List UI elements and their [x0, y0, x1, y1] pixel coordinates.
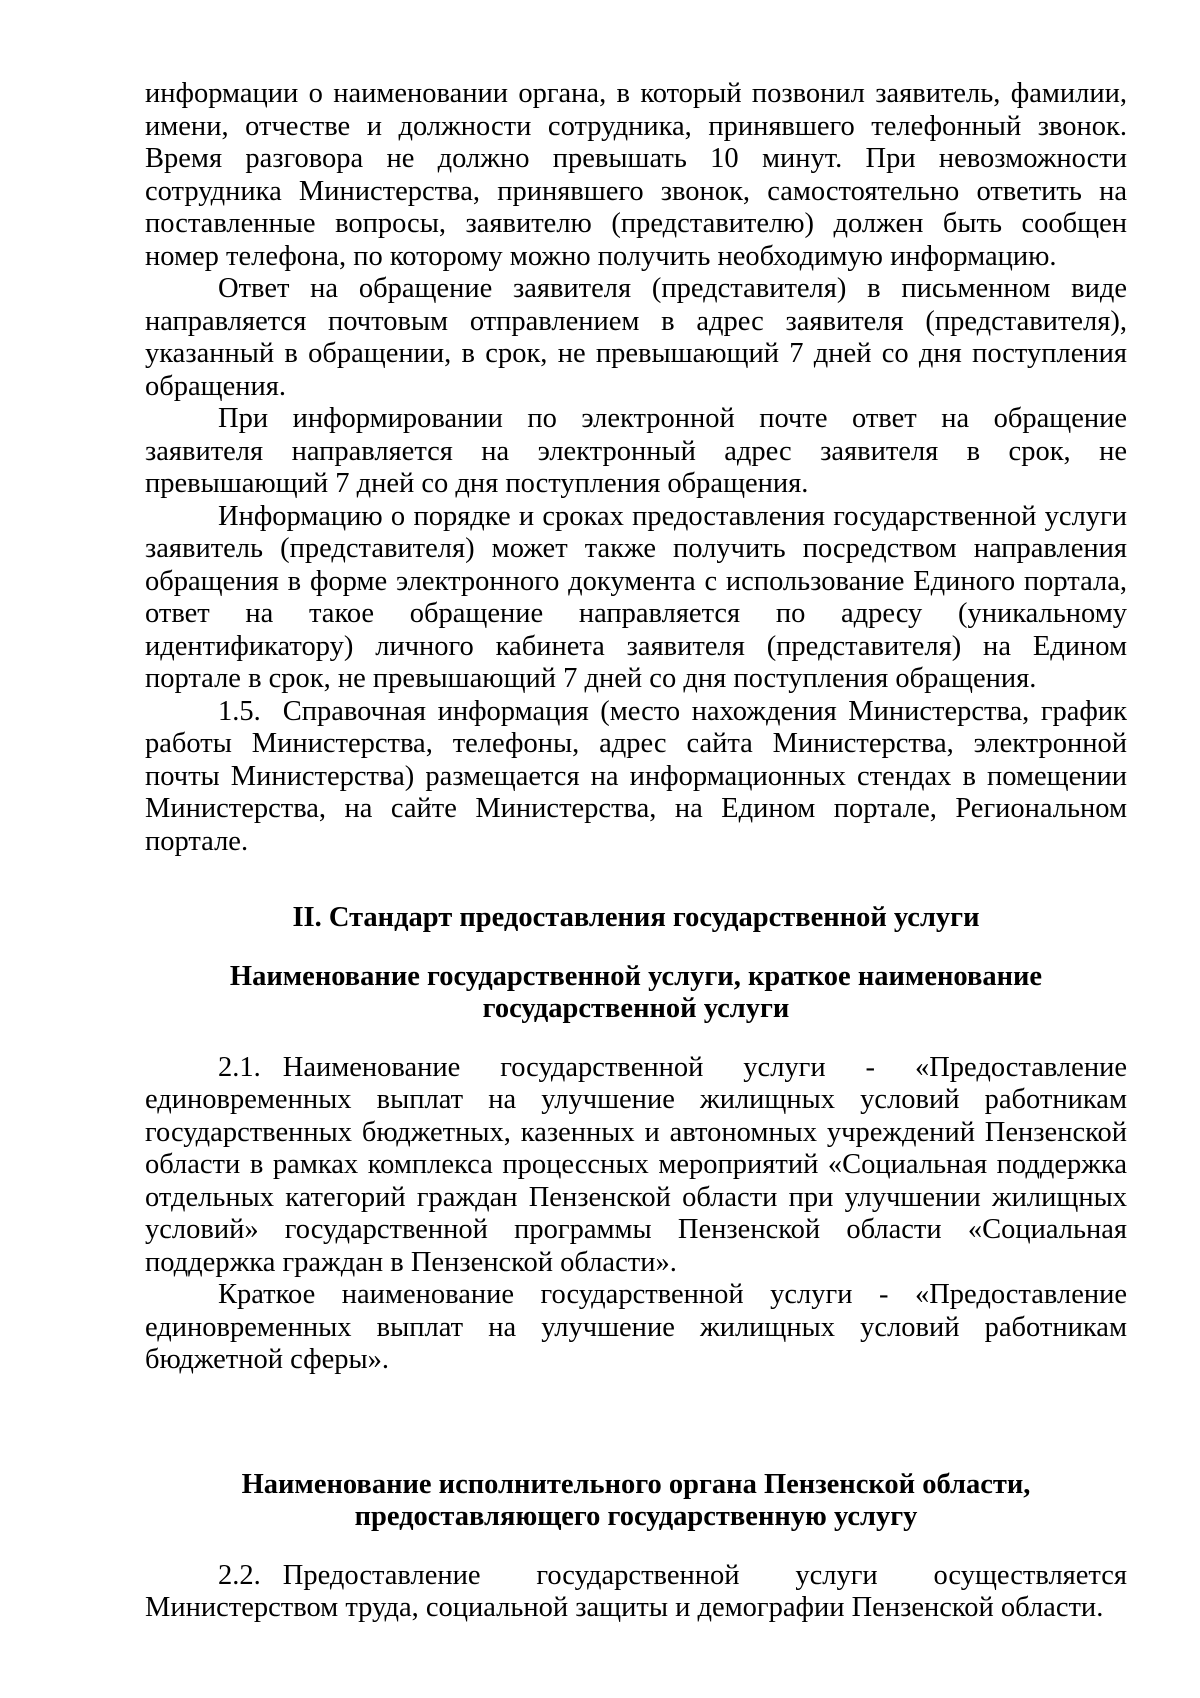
document-page: [145, 78, 1127, 1625]
paragraph-unified-portal: Информацию о порядке и сроках предоставления государственной услуги заявитель (представителя) может также получить посредством направления обращения в форме электронного документа с использование Единого портала, ответ на такое обращение направляется по адресу (уникальному идентификатору) личного кабинета заявителя (представителя) на Едином портале в срок, не превышающий 7 дней со дня поступления обращения.: [145, 500, 1127, 694]
paragraph-1-5: [145, 696, 1127, 859]
paragraph-2-1: [145, 1052, 1127, 1280]
clause-number: 2.1.: [218, 1051, 261, 1083]
paragraph-written-reply: Ответ на обращение заявителя (представителя) в письменном виде направляется почтовым отправлением в адрес заявителя (представителя), указанный в обращении, в срок, не превышающий 7 дней со дня поступления обращения.: [145, 273, 1127, 402]
subheading-executive-body: Наименование исполнительного органа Пензенской области, предоставляющего государственную услугу: [241, 1468, 1031, 1532]
clause-text: Справочная информация (место нахождения Министерства, график работы Министерства, телефоны, адрес сайта Министерства, электронной почты Министерства) размещается на информационных стендах в помещении Министерства, на сайте Министерства, на Едином портале, Региональном портале.: [145, 695, 1127, 857]
paragraph-2-2: [145, 1560, 1127, 1625]
paragraph-call-info: информации о наименовании органа, в который позвонил заявитель, фамилии, имени, отчестве и должности сотрудника, принявшего телефонный звонок. Время разговора не должно превышать 10 минут. При невозможности сотрудника Министерства, принявшего звонок, самостоятельно ответить на поставленные вопросы, заявителю (представителю) должен быть сообщен номер телефона, по которому можно получить необходимую информацию.: [145, 78, 1127, 272]
paragraph-short-name: Краткое наименование государственной услуги - «Предоставление единовременных выплат на улучшение жилищных условий работникам бюджетной сферы».: [145, 1279, 1127, 1375]
subheading-service-name: Наименование государственной услуги, краткое наименование государственной услуги: [229, 960, 1043, 1024]
paragraph-email-reply: При информировании по электронной почте ответ на обращение заявителя направляется на электронный адрес заявителя в срок, не превышающий 7 дней со дня поступления обращения.: [145, 403, 1127, 499]
clause-text: Наименование государственной услуги - «Предоставление единовременных выплат на улучшение жилищных условий работникам государственных бюджетных, казенных и автономных учреждений Пензенской области в рамках комплекса процессных мероприятий «Социальная поддержка отдельных категорий граждан Пензенской области при улучшении жилищных условий» государственной программы Пензенской области «Социальная поддержка граждан в Пензенской области».: [145, 1051, 1127, 1278]
clause-text: Предоставление государственной услуги осуществляется Министерством труда, социальной защиты и демографии Пензенской области.: [145, 1559, 1127, 1623]
section-heading: II. Стандарт предоставления государственной услуги: [292, 902, 980, 933]
clause-number: 2.2.: [218, 1559, 261, 1591]
clause-number: 1.5.: [218, 695, 261, 727]
